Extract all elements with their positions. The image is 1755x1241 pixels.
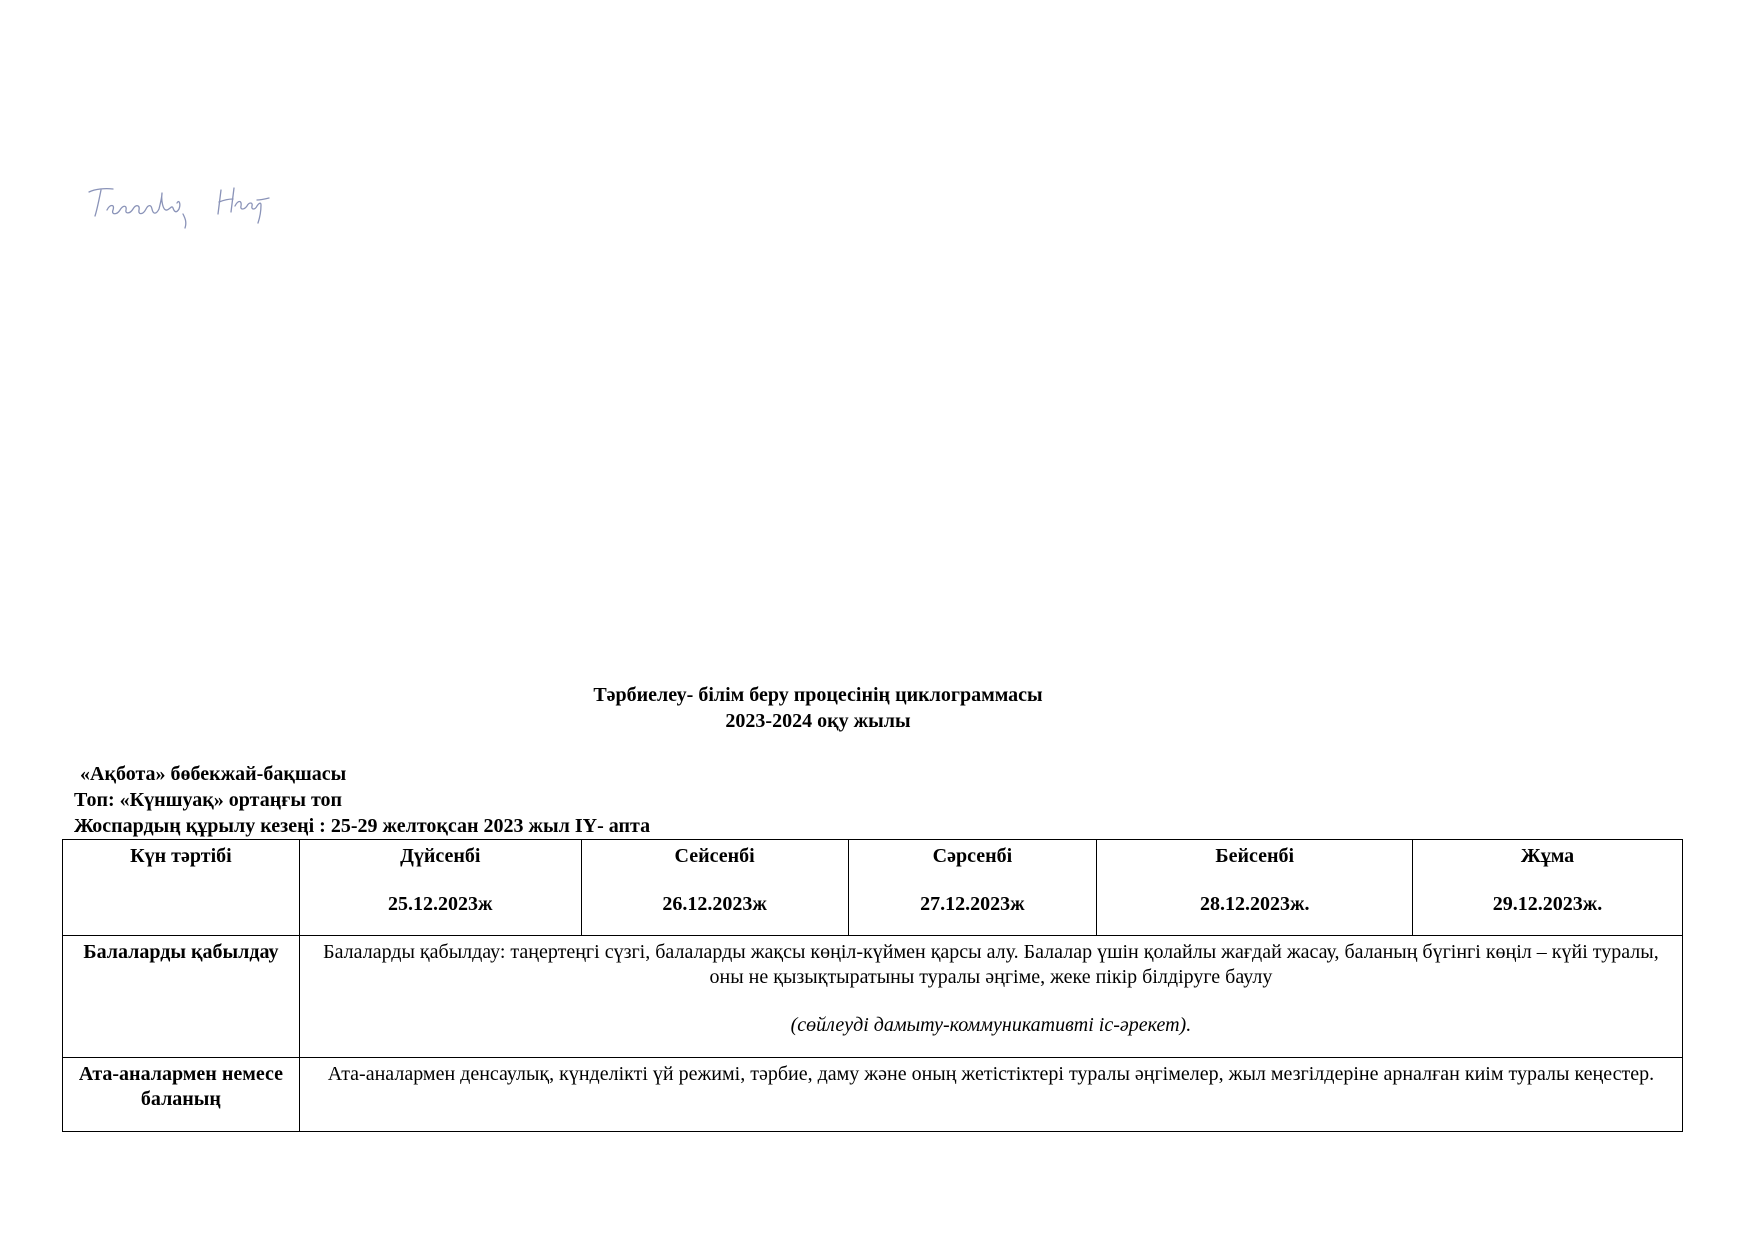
day-date: 28.12.2023ж. bbox=[1199, 893, 1310, 915]
table-header-row bbox=[63, 840, 1683, 936]
academic-year: 2023-2024 оқу жылы bbox=[725, 710, 911, 732]
day-date: 25.12.2023ж bbox=[388, 893, 493, 915]
day-header-monday bbox=[299, 840, 581, 936]
table-row bbox=[63, 1058, 1683, 1132]
day-name: Дүйсенбі bbox=[400, 845, 481, 867]
day-header-friday bbox=[1413, 840, 1683, 936]
day-header-wednesday bbox=[848, 840, 1097, 936]
day-date: 27.12.2023ж bbox=[920, 893, 1025, 915]
group-name: Топ: «Күншуақ» ортаңғы топ bbox=[74, 789, 343, 811]
routine-header: Күн тәртібі bbox=[63, 840, 300, 936]
day-header-tuesday bbox=[581, 840, 848, 936]
row-content-parents bbox=[299, 1058, 1682, 1132]
row-note: (сөйлеуді дамыту-коммуникативті іс-әрекет). bbox=[790, 1014, 1192, 1036]
planning-period: Жоспардың құрылу кезеңі : 25-29 желтоқсан 2023 жыл ІҮ- апта bbox=[74, 815, 651, 837]
row-text: Балаларды қабылдау: таңертеңгі сүзгі, балаларды жақсы көңіл-күймен қарсы алу. Балалар үшін қолайлы жағдай жасау, баланың бүгінгі көңіл – күйі туралы, оны не қызықтыратыны туралы әңгіме, жеке пікір білдіруге баулу bbox=[323, 941, 1659, 988]
row-label-parents: Ата-аналармен немесе баланың bbox=[63, 1058, 300, 1132]
day-name: Бейсенбі bbox=[1215, 845, 1295, 867]
kindergarten-name: «Ақбота» бөбекжай-бақшасы bbox=[80, 763, 347, 785]
day-header-thursday bbox=[1097, 840, 1413, 936]
handwritten-signature bbox=[85, 180, 305, 240]
document-title-block bbox=[0, 682, 1636, 734]
document-info-block bbox=[74, 761, 650, 839]
day-name: Жұма bbox=[1520, 845, 1575, 867]
day-name: Сәрсенбі bbox=[932, 845, 1013, 867]
day-date: 29.12.2023ж. bbox=[1492, 893, 1603, 915]
table-row bbox=[63, 936, 1683, 1058]
document-title: Тәрбиелеу- білім беру процесінің циклограммасы bbox=[593, 684, 1043, 706]
day-date: 26.12.2023ж bbox=[662, 893, 767, 915]
row-content-reception bbox=[299, 936, 1682, 1058]
row-text: Ата-аналармен денсаулық, күнделікті үй режимі, тәрбие, даму және оның жетістіктері туралы әңгімелер, жыл мезгілдеріне арналған киім туралы кеңестер. bbox=[327, 1063, 1655, 1085]
row-label-reception: Балаларды қабылдау bbox=[63, 936, 300, 1058]
schedule-table bbox=[62, 839, 1683, 1132]
day-name: Сейсенбі bbox=[674, 845, 755, 867]
